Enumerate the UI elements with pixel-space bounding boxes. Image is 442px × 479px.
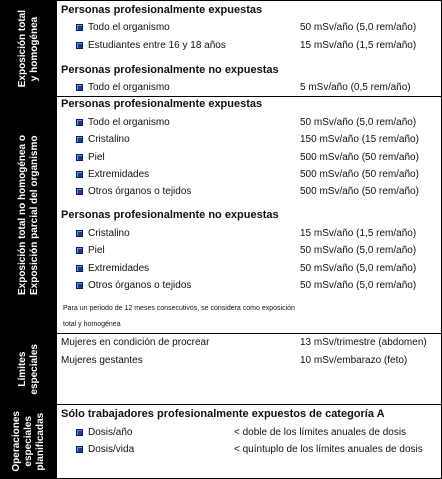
- group-header: Personas profesionalmente no expuestas: [61, 209, 279, 221]
- list-item: [58, 116, 441, 129]
- list-item: [58, 262, 441, 275]
- square-bullet-icon: [76, 429, 83, 436]
- list-item: [58, 227, 441, 240]
- list-item: [58, 443, 441, 456]
- item-value: 50 mSv/año (5,0 rem/año): [300, 245, 417, 256]
- footnote-line: Para un periodo de 12 meses consecutivos, se considera como exposición: [63, 305, 295, 312]
- item-value: < doble de los límites anuales de dosis: [234, 427, 407, 438]
- group-header: Sólo trabajadores profesionalmente expuestos de categoría A: [61, 408, 385, 420]
- square-bullet-icon: [76, 154, 83, 161]
- item-label: Extremidades: [88, 169, 150, 180]
- square-bullet-icon: [76, 136, 83, 143]
- square-bullet-icon: [76, 282, 83, 289]
- item-label: Todo el organismo: [88, 117, 170, 128]
- list-item: [58, 81, 441, 94]
- list-item: [58, 426, 441, 439]
- list-item: [58, 185, 441, 198]
- section-content: [58, 1, 441, 96]
- section-content: [58, 334, 441, 404]
- side-header-label: Exposición total y homogénea: [17, 9, 40, 88]
- side-header: [1, 405, 57, 478]
- item-value: 150 mSv/año (15 rem/año): [300, 134, 419, 145]
- list-item: [58, 336, 441, 349]
- square-bullet-icon: [76, 24, 83, 31]
- square-bullet-icon: [76, 446, 83, 453]
- list-item: [58, 151, 441, 164]
- square-bullet-icon: [76, 171, 83, 178]
- item-label: Piel: [88, 152, 105, 163]
- list-item: [58, 21, 441, 34]
- item-value: 500 mSv/año (50 rem/año): [300, 169, 419, 180]
- list-item: [58, 244, 441, 257]
- item-value: 13 mSv/trimestre (abdomen): [300, 337, 427, 348]
- side-header: [1, 334, 57, 404]
- item-label: Piel: [88, 245, 105, 256]
- square-bullet-icon: [76, 188, 83, 195]
- item-label: Mujeres gestantes: [61, 355, 143, 366]
- item-label: Mujeres en condición de procrear: [61, 337, 210, 348]
- item-label: Todo el organismo: [88, 22, 170, 33]
- item-label: Cristalino: [88, 228, 130, 239]
- square-bullet-icon: [76, 230, 83, 237]
- section-content: [58, 97, 441, 333]
- item-label: Cristalino: [88, 134, 130, 145]
- side-header-label: Límites especiales: [17, 343, 40, 395]
- side-header: [1, 1, 57, 96]
- section-special-limits: [1, 334, 441, 405]
- side-header-label: Exposición total no homogénea o Exposición parcial del organismo: [17, 134, 40, 295]
- item-label: Estudiantes entre 16 y 18 años: [88, 40, 226, 51]
- square-bullet-icon: [76, 247, 83, 254]
- section-planned-special-operations: [1, 405, 441, 478]
- item-label: Todo el organismo: [88, 82, 170, 93]
- item-value: < quíntuplo de los límites anuales de dosis: [234, 444, 423, 455]
- group-header: Personas profesionalmente expuestas: [61, 4, 263, 16]
- item-label: Dosis/año: [88, 427, 133, 438]
- square-bullet-icon: [76, 265, 83, 272]
- section-content: [58, 405, 441, 478]
- item-value: 500 mSv/año (50 rem/año): [300, 186, 419, 197]
- item-value: 50 mSv/año (5,0 rem/año): [300, 117, 417, 128]
- item-value: 50 mSv/año (5,0 rem/año): [300, 280, 417, 291]
- side-header-label: Operaciones especiales planificadas: [11, 411, 46, 472]
- item-value: 5 mSv/año (0,5 rem/año): [300, 82, 411, 93]
- item-label: Extremidades: [88, 263, 150, 274]
- footnote-line: total y homogénea: [63, 321, 121, 328]
- item-value: 15 mSv/año (1,5 rem/año): [300, 40, 417, 51]
- item-value: 500 mSv/año (50 rem/año): [300, 152, 419, 163]
- list-item: [58, 354, 441, 367]
- group-header: Personas profesionalmente expuestas: [61, 98, 263, 110]
- item-value: 50 mSv/año (5,0 rem/año): [300, 263, 417, 274]
- item-value: 10 mSv/embarazo (feto): [300, 355, 408, 366]
- group-header: Personas profesionalmente no expuestas: [61, 64, 279, 76]
- item-label: Otros órganos o tejidos: [88, 280, 192, 291]
- square-bullet-icon: [76, 119, 83, 126]
- square-bullet-icon: [76, 84, 83, 91]
- list-item: [58, 168, 441, 181]
- item-value: 50 mSv/año (5,0 rem/año): [300, 22, 417, 33]
- section-total-homogeneous: [1, 1, 441, 97]
- list-item: [58, 133, 441, 146]
- item-label: Dosis/vida: [88, 444, 135, 455]
- item-label: Otros órganos o tejidos: [88, 186, 192, 197]
- list-item: [58, 39, 441, 52]
- section-partial-exposure: [1, 97, 441, 334]
- list-item: [58, 279, 441, 292]
- square-bullet-icon: [76, 42, 83, 49]
- item-value: 15 mSv/año (1,5 rem/año): [300, 228, 417, 239]
- side-header: [1, 97, 57, 333]
